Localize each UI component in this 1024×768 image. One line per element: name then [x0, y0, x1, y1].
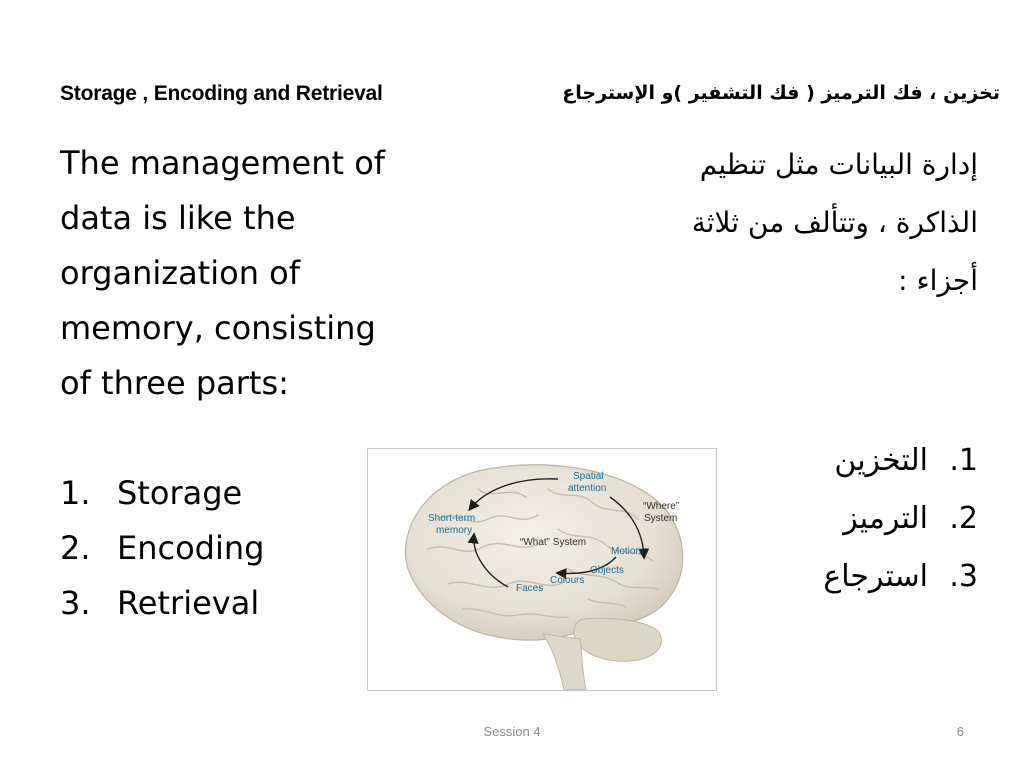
slide-title-arabic: تخزين ، فك الترميز ( فك التشفير )و الإسترجاع — [562, 82, 1000, 104]
list-number: .2 — [949, 501, 978, 536]
english-line: The management of — [60, 144, 386, 182]
list-number: .1 — [949, 443, 978, 478]
arabic-line: إدارة البيانات مثل تنظيم — [699, 148, 978, 181]
list-item — [718, 490, 978, 548]
english-paragraph — [60, 136, 460, 411]
label-where: “Where” — [643, 501, 680, 512]
brain-diagram-icon — [368, 449, 716, 690]
english-line: organization of — [60, 254, 300, 292]
brain-figure — [367, 448, 717, 691]
label-colours: Colours — [550, 575, 585, 586]
arabic-paragraph — [558, 136, 978, 310]
english-line: memory, consisting — [60, 309, 376, 347]
page-number: 6 — [956, 724, 964, 739]
list-text: Retrieval — [117, 584, 260, 622]
list-number: 1. — [60, 474, 91, 512]
list-number: 3. — [60, 584, 91, 622]
list-text: التخزين — [834, 443, 928, 478]
list-text: استرجاع — [823, 559, 928, 594]
english-line: of three parts: — [60, 364, 289, 402]
english-line: data is like the — [60, 199, 296, 237]
label-what-system: “What” System — [520, 537, 587, 548]
arabic-list — [718, 432, 978, 606]
list-number: 2. — [60, 529, 91, 567]
arabic-line: الذاكرة ، وتتألف من ثلاثة — [691, 206, 978, 239]
label-short-term: Short-term — [428, 513, 476, 524]
slide-title-english: Storage , Encoding and Retrieval — [60, 82, 383, 105]
label-attention: attention — [568, 483, 607, 494]
list-text: Encoding — [117, 529, 265, 567]
label-memory: memory — [436, 525, 473, 536]
list-item — [718, 548, 978, 606]
label-where-system: System — [644, 513, 678, 524]
label-faces: Faces — [516, 583, 544, 594]
list-text: Storage — [117, 474, 243, 512]
label-spatial: Spatial — [573, 471, 604, 482]
arabic-line: أجزاء : — [898, 264, 978, 297]
list-text: الترميز — [843, 501, 928, 536]
list-number: .3 — [949, 559, 978, 594]
footer-session: Session 4 — [483, 724, 541, 739]
label-objects: Objects — [590, 565, 624, 576]
arabic-body — [558, 136, 978, 310]
list-item — [718, 432, 978, 490]
label-motion: Motion — [611, 546, 642, 557]
